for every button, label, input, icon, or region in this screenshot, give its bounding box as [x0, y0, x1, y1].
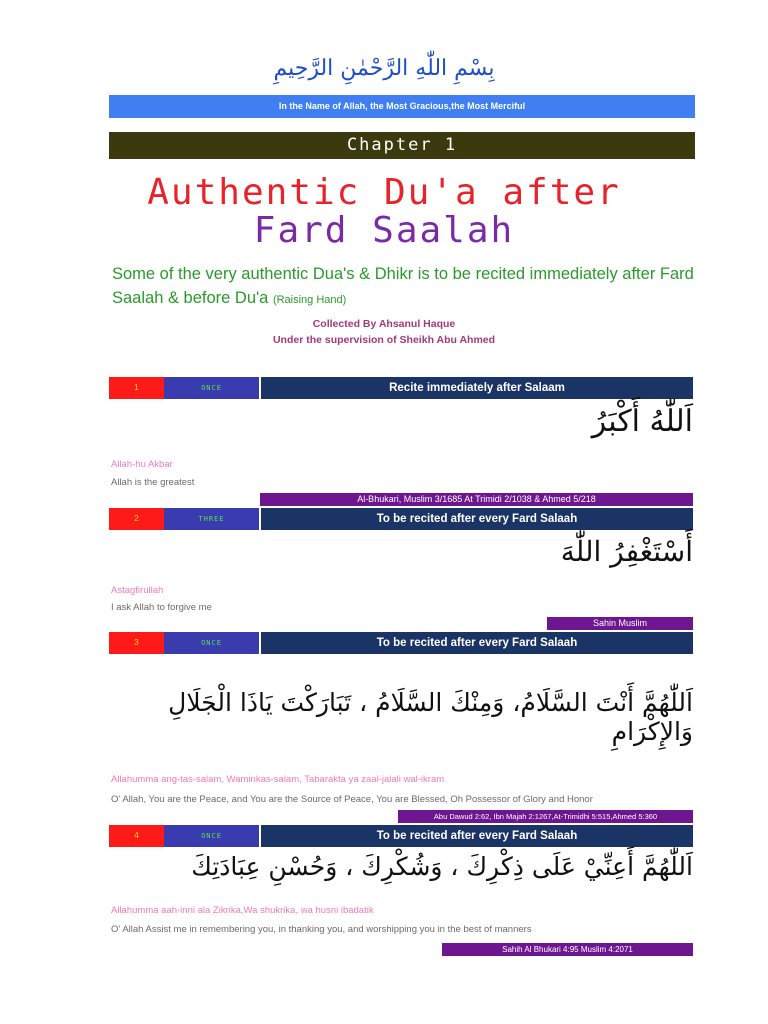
entry-1-bar — [109, 377, 693, 399]
collected-by: Collected By Ahsanul Haque — [312, 318, 456, 330]
entry-count: ONCE — [164, 377, 259, 399]
entry-4-meaning: O' Allah Assist me in remembering you, in thanking you, and worshipping you in the best of manners — [111, 924, 532, 935]
entry-1-reference: Al-Bhukari, Muslim 3/1685 At Trimidi 2/1038 & Ahmed 5/218 — [260, 493, 693, 506]
intro-note: (Raising Hand) — [272, 294, 347, 306]
entry-2-bar — [109, 508, 693, 530]
intro-main: Some of the very authentic Dua's & Dhikr is to be recited immediately after Fard Saalah & before Du'a — [112, 265, 694, 307]
name-of-allah-bar: In the Name of Allah, the Most Gracious,the Most Merciful — [109, 95, 695, 118]
page-title-line1: Authentic Du'a after — [147, 172, 621, 213]
entry-count: ONCE — [164, 825, 259, 847]
entry-number: 3 — [109, 632, 164, 654]
entry-number: 2 — [109, 508, 164, 530]
entry-3-bar — [109, 632, 693, 654]
entry-number: 1 — [109, 377, 164, 399]
entry-2-meaning: I ask Allah to forgive me — [111, 602, 212, 613]
entry-title: To be recited after every Fard Salaah — [261, 825, 693, 847]
chapter-heading: Chapter 1 — [109, 132, 695, 159]
entry-1-arabic: اَللّٰهُ أَكْبَرُ — [591, 404, 693, 439]
intro-text — [112, 262, 702, 312]
entry-count: THREE — [164, 508, 259, 530]
entry-4-transliteration: Allahumma aah-inni ala Zikrika,Wa shukrika, wa husni ibadatik — [111, 905, 374, 916]
credits — [0, 316, 768, 348]
entry-1-transliteration: Allah-hu Akbar — [111, 459, 173, 470]
entry-2-arabic: أَسْتَغْفِرُ اللّٰهَ — [560, 535, 693, 568]
entry-title: To be recited after every Fard Salaah — [261, 508, 693, 530]
entry-3-reference: Abu Dawud 2:62, Ibn Majah 2:1267,At-Trimidhi 5:515,Ahmed 5:360 — [398, 810, 693, 823]
entry-number: 4 — [109, 825, 164, 847]
entry-3-arabic: اَللّٰهُمَّ أَنْتَ السَّلَامُ، وَمِنْكَ السَّلَامُ ، تَبَارَكْتَ يَاذَا الْجَلَالِ وَالإِكْرَامِ — [168, 688, 693, 746]
entry-title: Recite immediately after Salaam — [261, 377, 693, 399]
entry-title: To be recited after every Fard Salaah — [261, 632, 693, 654]
entry-4-bar — [109, 825, 693, 847]
entry-3-meaning: O' Allah, You are the Peace, and You are the Source of Peace, You are Blessed, Oh Possessor of Glory and Honor — [111, 794, 593, 805]
entry-1-meaning: Allah is the greatest — [111, 477, 195, 488]
supervision: Under the supervision of Sheikh Abu Ahmed — [272, 334, 496, 346]
entry-2-reference: Sahin Muslim — [547, 617, 693, 630]
entry-4-reference: Sahih Al Bhukari 4:95 Muslim 4:2071 — [442, 943, 693, 956]
entry-3-transliteration: Allahumma ang-tas-salam, Waminkas-salam, Tabarakta ya zaal-jalali wal-ikram — [111, 774, 445, 785]
entry-2-transliteration: Astagfirullah — [111, 585, 164, 596]
bismillah-heading: بِسْمِ اللّٰهِ الرَّحْمٰنِ الرَّحِيمِ — [273, 56, 495, 81]
entry-count: ONCE — [164, 632, 259, 654]
entry-4-arabic: اَللّٰهُمَّ أَعِنِّيْ عَلَى ذِكْرِكَ ، وَشُكْرِكَ ، وَحُسْنِ عِبَادَتِكَ — [191, 852, 693, 881]
page-title-line2: Fard Saalah — [253, 210, 515, 251]
